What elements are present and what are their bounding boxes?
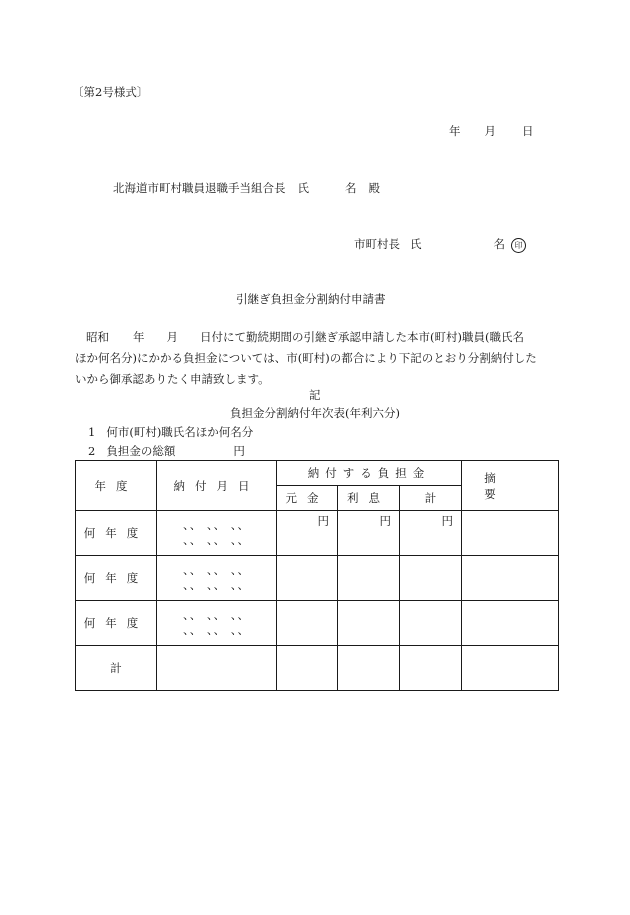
body-paragraph	[75, 327, 559, 390]
addressee-line	[113, 180, 380, 196]
seal-mark: 印	[511, 238, 526, 253]
cell-remarks	[462, 511, 559, 556]
cell-interest: 円	[338, 511, 400, 556]
row-year-label: 何年度	[76, 511, 157, 556]
header-principal: 元金	[277, 486, 338, 511]
ki-heading: 記	[309, 388, 321, 402]
schedule-title: 負担金分割納付年次表(年利六分)	[230, 406, 400, 420]
table-row	[76, 556, 559, 601]
body-tsuki: 月	[166, 330, 178, 344]
cell-total	[400, 601, 462, 646]
body-era: 昭和	[86, 330, 109, 344]
row-dates: 、、 、、 、、 、、 、、 、、	[157, 601, 277, 646]
sender-mei: 名	[493, 237, 505, 251]
date-line	[449, 123, 534, 139]
item-number: 1	[88, 425, 96, 439]
total-total	[400, 646, 462, 691]
row-dates: 、、 、、 、、 、、 、、 、、	[157, 511, 277, 556]
total-interest	[338, 646, 400, 691]
document-title: 引継ぎ負担金分割納付申請書	[236, 292, 386, 306]
item-number: 2	[88, 444, 96, 458]
row-year-label: 何年度	[76, 601, 157, 646]
form-number-label: 〔第2号様式〕	[72, 85, 149, 99]
sender-shi: 氏	[410, 237, 422, 251]
date-day: 日	[522, 124, 534, 138]
item-2	[88, 443, 245, 459]
table-total-row	[76, 646, 559, 691]
cell-principal	[277, 556, 338, 601]
addressee-mei: 名	[345, 181, 357, 195]
total-remarks	[462, 646, 559, 691]
sender-line	[354, 236, 526, 253]
cell-principal: 円	[277, 511, 338, 556]
body-text-1: 日付にて勤続期間の引継ぎ承認申請した本市(町村)職員(職氏名	[200, 330, 524, 344]
header-payment-date: 納付月日	[157, 461, 277, 511]
header-total: 計	[400, 486, 462, 511]
row-year-label: 何年度	[76, 556, 157, 601]
item-text: 何市(町村)職氏名ほか何名分	[106, 425, 254, 439]
table-row	[76, 601, 559, 646]
body-nen: 年	[133, 330, 145, 344]
cell-total: 円	[400, 511, 462, 556]
table-header-row	[76, 461, 559, 486]
cell-remarks	[462, 556, 559, 601]
total-label: 計	[76, 646, 157, 691]
sender-title: 市町村長	[354, 237, 400, 251]
addressee-dono: 殿	[368, 181, 380, 195]
payment-schedule-table	[75, 460, 559, 691]
body-text-2: ほか何名分)にかかる負担金については、市(町村)の都合により下記のとおり分割納付した	[75, 351, 537, 365]
cell-total	[400, 556, 462, 601]
row-dates: 、、 、、 、、 、、 、、 、、	[157, 556, 277, 601]
item-unit: 円	[233, 444, 245, 458]
item-text: 負担金の総額	[106, 444, 176, 458]
header-interest: 利息	[338, 486, 400, 511]
total-principal	[277, 646, 338, 691]
cell-interest	[338, 601, 400, 646]
header-year: 年度	[76, 461, 157, 511]
cell-interest	[338, 556, 400, 601]
date-month: 月	[484, 124, 496, 138]
item-1	[88, 424, 253, 440]
cell-principal	[277, 601, 338, 646]
cell-remarks	[462, 601, 559, 646]
table-row	[76, 511, 559, 556]
addressee-shi: 氏	[297, 181, 309, 195]
total-dates	[157, 646, 277, 691]
date-year: 年	[449, 124, 461, 138]
body-text-3: いから御承認ありたく申請致します。	[75, 372, 270, 386]
header-payment-group: 納付する負担金	[277, 461, 462, 486]
header-remarks: 摘要	[462, 461, 559, 511]
addressee-org: 北海道市町村職員退職手当組合長	[113, 181, 286, 195]
